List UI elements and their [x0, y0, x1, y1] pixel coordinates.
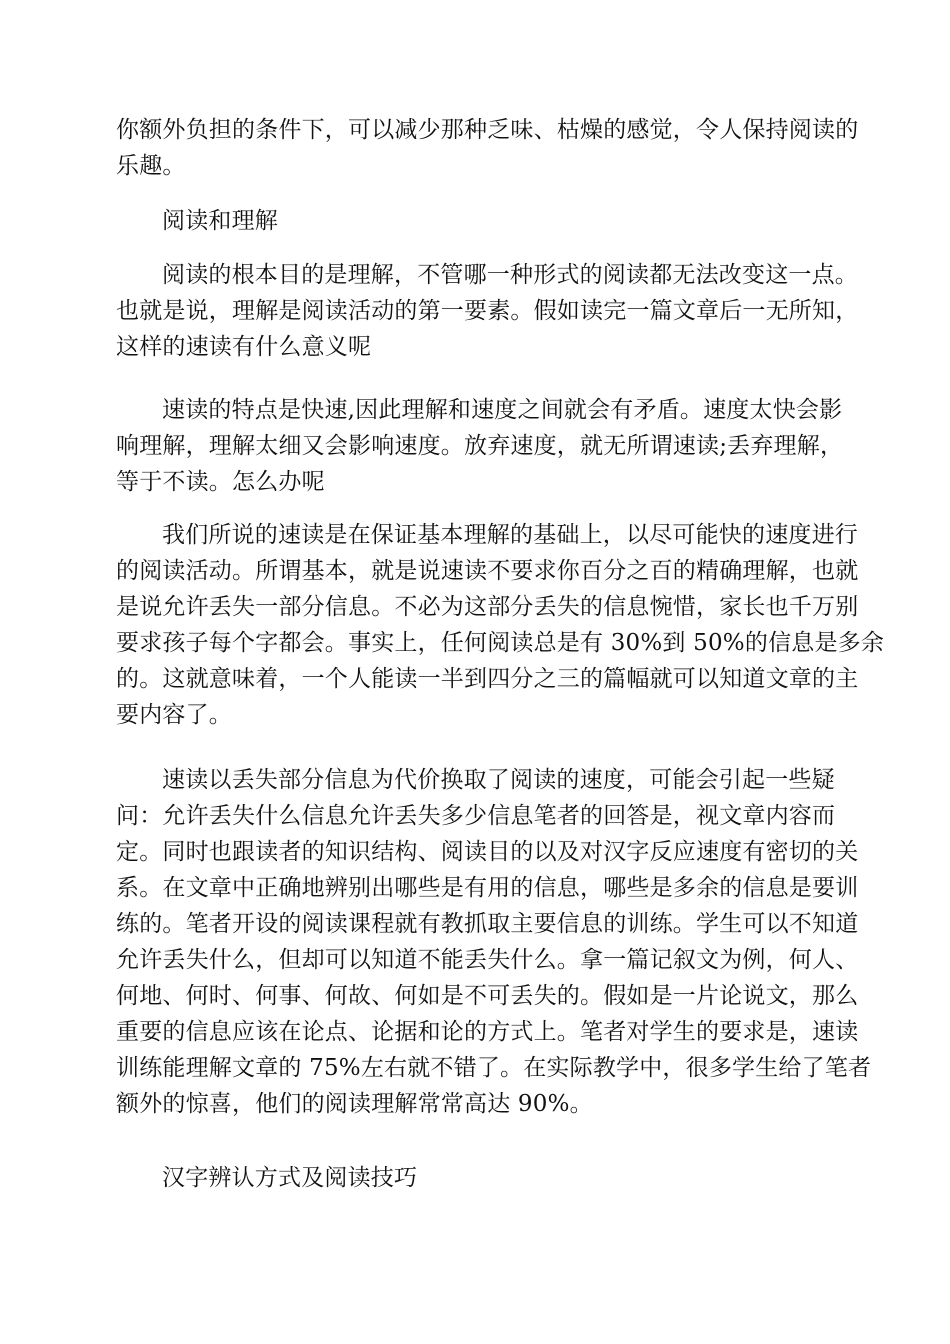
text-line: 等于不读。怎么办呢 — [116, 469, 325, 495]
text-line: 定。同时也跟读者的知识结构、阅读目的以及对汉字反应速度有密切的关 — [116, 839, 859, 865]
paragraph-purpose-of-reading — [116, 257, 859, 365]
text-line: 问：允许丢失什么信息允许丢失多少信息笔者的回答是，视文章内容而 — [116, 803, 836, 829]
text-line: 要求孩子每个字都会。事实上，任何阅读总是有 30%到 50%的信息是多余 — [116, 630, 885, 656]
section-heading-character-recognition — [116, 1160, 836, 1196]
text-line: 要内容了。 — [116, 702, 232, 728]
text-line: 速读以丢失部分信息为代价换取了阅读的速度，可能会引起一些疑 — [162, 767, 835, 793]
paragraph-speed-vs-understanding — [116, 392, 844, 500]
heading-text: 阅读和理解 — [162, 208, 278, 234]
text-line: 阅读的根本目的是理解，不管哪一种形式的阅读都无法改变这一点。 — [162, 262, 858, 288]
text-line: 速读的特点是快速,因此理解和速度之间就会有矛盾。速度太快会影 — [162, 397, 843, 423]
text-line: 乐趣。 — [116, 153, 186, 179]
heading-text: 汉字辨认方式及阅读技巧 — [162, 1165, 418, 1191]
text-line: 额外的惊喜，他们的阅读理解常常高达 90%。 — [116, 1091, 593, 1117]
text-line: 也就是说，理解是阅读活动的第一要素。假如读完一篇文章后一无所知， — [116, 298, 859, 324]
text-line: 响理解，理解太细又会影响速度。放弃速度，就无所谓速读;丢弃理解， — [116, 433, 844, 459]
text-line: 你额外负担的条件下，可以减少那种乏味、枯燥的感觉，令人保持阅读的 — [116, 117, 859, 143]
text-line: 何地、何时、何事、何故、何如是不可丢失的。假如是一片论说文，那么 — [116, 983, 859, 1009]
text-line: 重要的信息应该在论点、论据和论的方式上。笔者对学生的要求是，速读 — [116, 1019, 859, 1045]
text-line: 我们所说的速读是在保证基本理解的基础上，以尽可能快的速度进行 — [162, 522, 858, 548]
text-line: 的阅读活动。所谓基本，就是说速读不要求你百分之百的精确理解，也就 — [116, 558, 859, 584]
text-line: 是说允许丢失一部分信息。不必为这部分丢失的信息惋惜，家长也千万别 — [116, 594, 859, 620]
text-line: 允许丢失什么，但却可以知道不能丢失什么。拿一篇记叙文为例，何人、 — [116, 947, 859, 973]
section-heading-reading-and-understanding — [116, 203, 836, 239]
paragraph-definition-of-speed-reading — [116, 517, 885, 733]
text-line: 的。这就意味着，一个人能读一半到四分之三的篇幅就可以知道文章的主 — [116, 666, 859, 692]
text-line: 这样的速读有什么意义呢 — [116, 334, 372, 360]
text-line: 训练能理解文章的 75%左右就不错了。在实际教学中，很多学生给了笔者 — [116, 1055, 872, 1081]
paragraph-continuation — [116, 112, 859, 184]
text-line: 系。在文章中正确地辨别出哪些是有用的信息，哪些是多余的信息是要训 — [116, 875, 859, 901]
text-line: 练的。笔者开设的阅读课程就有教抓取主要信息的训练。学生可以不知道 — [116, 911, 859, 937]
paragraph-information-loss — [116, 762, 872, 1122]
